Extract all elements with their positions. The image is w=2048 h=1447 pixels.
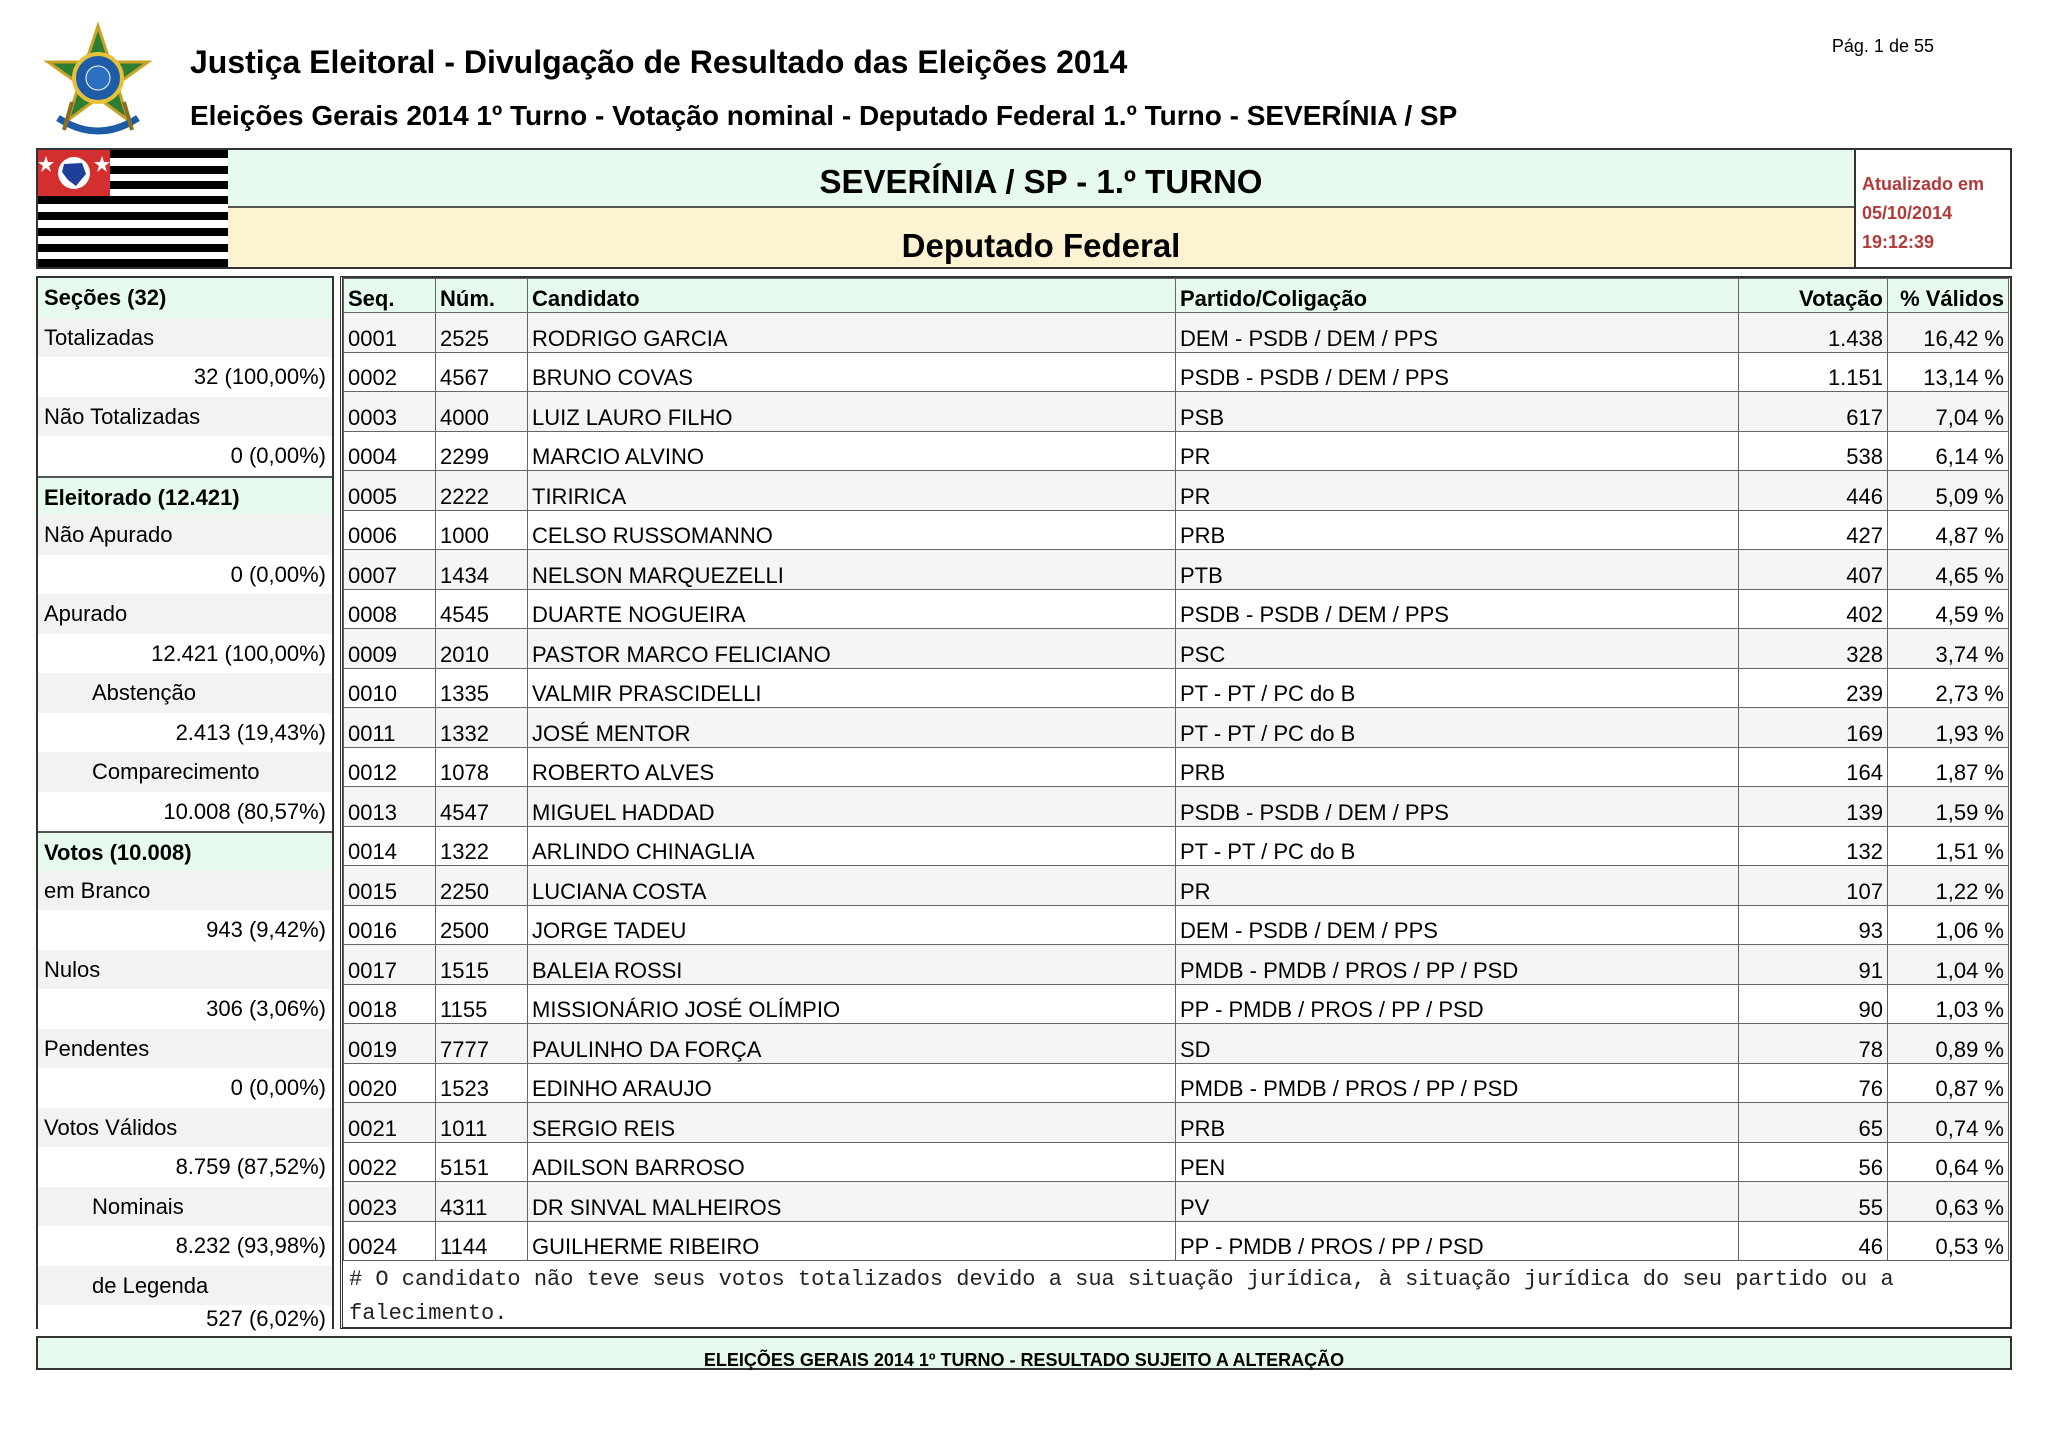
counted-value: 12.421 (100,00%) [38, 634, 332, 674]
party-cell: PR [1176, 471, 1739, 511]
number-cell: 4311 [436, 1182, 528, 1222]
votes-cell: 407 [1739, 550, 1888, 590]
votes-cell: 538 [1739, 431, 1888, 471]
votes-cell: 90 [1739, 984, 1888, 1024]
sao-paulo-flag-icon [38, 150, 230, 267]
candidate-cell: DR SINVAL MALHEIROS [528, 1182, 1176, 1222]
table-row [344, 471, 2009, 511]
candidate-cell: JORGE TADEU [528, 905, 1176, 945]
seq-cell: 0003 [344, 392, 436, 432]
valid-pct-cell: 1,93 % [1888, 708, 2009, 748]
number-cell: 4547 [436, 787, 528, 827]
table-row [344, 826, 2009, 866]
party-cell: PSB [1176, 392, 1739, 432]
seq-cell: 0011 [344, 708, 436, 748]
col-party: Partido/Coligação [1176, 279, 1739, 313]
party-cell: PRB [1176, 747, 1739, 787]
number-cell: 1078 [436, 747, 528, 787]
valid-votes-label: Votos Válidos [38, 1108, 332, 1148]
party-cell: PRB [1176, 510, 1739, 550]
candidate-cell: SERGIO REIS [528, 1103, 1176, 1143]
valid-pct-cell: 3,74 % [1888, 629, 2009, 669]
number-cell: 2222 [436, 471, 528, 511]
seq-cell: 0004 [344, 431, 436, 471]
party-cell: DEM - PSDB / DEM / PPS [1176, 905, 1739, 945]
party-votes-value: 527 (6,02%) [38, 1305, 332, 1337]
abstention-label: Abstenção [38, 673, 332, 713]
table-row [344, 905, 2009, 945]
valid-pct-cell: 0,74 % [1888, 1103, 2009, 1143]
not-counted-label: Não Apurado [38, 515, 332, 555]
number-cell: 2250 [436, 866, 528, 906]
seq-cell: 0007 [344, 550, 436, 590]
party-cell: PSDB - PSDB / DEM / PPS [1176, 787, 1739, 827]
table-row [344, 747, 2009, 787]
seq-cell: 0012 [344, 747, 436, 787]
footer-disclaimer: ELEIÇÕES GERAIS 2014 1º TURNO - RESULTADO SUJEITO A ALTERAÇÃO [36, 1336, 2012, 1370]
table-row [344, 1142, 2009, 1182]
valid-pct-cell: 0,87 % [1888, 1063, 2009, 1103]
result-banner [36, 148, 2012, 269]
votes-header: Votos (10.008) [38, 831, 332, 871]
seq-cell: 0019 [344, 1024, 436, 1064]
votes-cell: 139 [1739, 787, 1888, 827]
candidate-cell: BRUNO COVAS [528, 352, 1176, 392]
number-cell: 4545 [436, 589, 528, 629]
valid-pct-cell: 1,51 % [1888, 826, 2009, 866]
table-row [344, 510, 2009, 550]
votes-cell: 76 [1739, 1063, 1888, 1103]
table-row [344, 313, 2009, 353]
candidate-cell: NELSON MARQUEZELLI [528, 550, 1176, 590]
party-cell: SD [1176, 1024, 1739, 1064]
seq-cell: 0017 [344, 945, 436, 985]
valid-pct-cell: 2,73 % [1888, 668, 2009, 708]
table-row [344, 431, 2009, 471]
party-cell: PSDB - PSDB / DEM / PPS [1176, 352, 1739, 392]
valid-pct-cell: 1,59 % [1888, 787, 2009, 827]
turnout-label: Comparecimento [38, 752, 332, 792]
col-candidate: Candidato [528, 279, 1176, 313]
number-cell: 2500 [436, 905, 528, 945]
table-row [344, 1182, 2009, 1222]
table-row [344, 787, 2009, 827]
brazil-coat-of-arms-icon [38, 22, 158, 142]
valid-pct-cell: 16,42 % [1888, 313, 2009, 353]
valid-pct-cell: 1,04 % [1888, 945, 2009, 985]
valid-pct-cell: 4,59 % [1888, 589, 2009, 629]
seq-cell: 0008 [344, 589, 436, 629]
party-votes-label: de Legenda [38, 1266, 332, 1306]
seq-cell: 0016 [344, 905, 436, 945]
candidate-cell: GUILHERME RIBEIRO [528, 1221, 1176, 1261]
number-cell: 5151 [436, 1142, 528, 1182]
candidate-cell: MARCIO ALVINO [528, 431, 1176, 471]
valid-pct-cell: 1,87 % [1888, 747, 2009, 787]
candidate-cell: BALEIA ROSSI [528, 945, 1176, 985]
candidate-cell: MISSIONÁRIO JOSÉ OLÍMPIO [528, 984, 1176, 1024]
page-subtitle: Eleições Gerais 2014 1º Turno - Votação nominal - Deputado Federal 1.º Turno - SEVERÍNIA / SP [190, 100, 1458, 131]
valid-pct-cell: 13,14 % [1888, 352, 2009, 392]
candidate-cell: PASTOR MARCO FELICIANO [528, 629, 1176, 669]
not-counted-value: 0 (0,00%) [38, 555, 332, 595]
votes-cell: 65 [1739, 1103, 1888, 1143]
seq-cell: 0023 [344, 1182, 436, 1222]
number-cell: 1434 [436, 550, 528, 590]
pending-value: 0 (0,00%) [38, 1068, 332, 1108]
candidate-cell: ARLINDO CHINAGLIA [528, 826, 1176, 866]
party-cell: DEM - PSDB / DEM / PPS [1176, 313, 1739, 353]
party-cell: PT - PT / PC do B [1176, 668, 1739, 708]
table-row [344, 1024, 2009, 1064]
votes-cell: 1.438 [1739, 313, 1888, 353]
turnout-value: 10.008 (80,57%) [38, 792, 332, 832]
seq-cell: 0006 [344, 510, 436, 550]
valid-pct-cell: 4,87 % [1888, 510, 2009, 550]
col-votes: Votação [1739, 279, 1888, 313]
party-cell: PEN [1176, 1142, 1739, 1182]
party-cell: PR [1176, 431, 1739, 471]
candidate-cell: LUIZ LAURO FILHO [528, 392, 1176, 432]
table-row [344, 1103, 2009, 1143]
seq-cell: 0020 [344, 1063, 436, 1103]
seq-cell: 0022 [344, 1142, 436, 1182]
votes-cell: 239 [1739, 668, 1888, 708]
party-cell: PV [1176, 1182, 1739, 1222]
valid-pct-cell: 1,06 % [1888, 905, 2009, 945]
seq-cell: 0014 [344, 826, 436, 866]
number-cell: 2010 [436, 629, 528, 669]
valid-pct-cell: 1,22 % [1888, 866, 2009, 906]
party-cell: PSC [1176, 629, 1739, 669]
table-row [344, 550, 2009, 590]
table-row [344, 708, 2009, 748]
votes-cell: 56 [1739, 1142, 1888, 1182]
seq-cell: 0009 [344, 629, 436, 669]
summary-panel [36, 276, 334, 1329]
seq-cell: 0001 [344, 313, 436, 353]
valid-pct-cell: 7,04 % [1888, 392, 2009, 432]
number-cell: 1335 [436, 668, 528, 708]
votes-cell: 402 [1739, 589, 1888, 629]
table-row [344, 1221, 2009, 1261]
table-header-row [344, 279, 2009, 313]
party-cell: PMDB - PMDB / PROS / PP / PSD [1176, 1063, 1739, 1103]
nominal-label: Nominais [38, 1187, 332, 1227]
candidate-cell: DUARTE NOGUEIRA [528, 589, 1176, 629]
votes-cell: 132 [1739, 826, 1888, 866]
votes-cell: 91 [1739, 945, 1888, 985]
valid-pct-cell: 6,14 % [1888, 431, 2009, 471]
number-cell: 2299 [436, 431, 528, 471]
not-totalized-label: Não Totalizadas [38, 397, 332, 437]
number-cell: 1011 [436, 1103, 528, 1143]
results-body [344, 313, 2009, 1261]
candidate-cell: CELSO RUSSOMANNO [528, 510, 1176, 550]
blank-label: em Branco [38, 871, 332, 911]
seq-cell: 0005 [344, 471, 436, 511]
update-label: Atualizado em [1862, 174, 1985, 194]
votes-cell: 1.151 [1739, 352, 1888, 392]
sections-header: Seções (32) [38, 278, 332, 318]
votes-cell: 164 [1739, 747, 1888, 787]
seq-cell: 0024 [344, 1221, 436, 1261]
col-num: Núm. [436, 279, 528, 313]
number-cell: 1144 [436, 1221, 528, 1261]
abstention-value: 2.413 (19,43%) [38, 713, 332, 753]
table-row [344, 392, 2009, 432]
results-table [343, 278, 2009, 1261]
party-cell: PP - PMDB / PROS / PP / PSD [1176, 984, 1739, 1024]
party-cell: PTB [1176, 550, 1739, 590]
seq-cell: 0018 [344, 984, 436, 1024]
candidate-cell: PAULINHO DA FORÇA [528, 1024, 1176, 1064]
candidate-cell: ADILSON BARROSO [528, 1142, 1176, 1182]
votes-cell: 427 [1739, 510, 1888, 550]
col-valid-pct: % Válidos [1888, 279, 2009, 313]
page-number: Pág. 1 de 55 [1831, 36, 1934, 56]
candidate-cell: LUCIANA COSTA [528, 866, 1176, 906]
valid-pct-cell: 5,09 % [1888, 471, 2009, 511]
results-panel [340, 276, 2012, 1329]
seq-cell: 0010 [344, 668, 436, 708]
seq-cell: 0015 [344, 866, 436, 906]
table-row [344, 589, 2009, 629]
number-cell: 1523 [436, 1063, 528, 1103]
update-time: 19:12:39 [1862, 232, 1935, 252]
table-row [344, 668, 2009, 708]
candidate-cell: JOSÉ MENTOR [528, 708, 1176, 748]
party-cell: PSDB - PSDB / DEM / PPS [1176, 589, 1739, 629]
candidate-cell: MIGUEL HADDAD [528, 787, 1176, 827]
votes-cell: 78 [1739, 1024, 1888, 1064]
candidate-cell: VALMIR PRASCIDELLI [528, 668, 1176, 708]
number-cell: 1155 [436, 984, 528, 1024]
number-cell: 1000 [436, 510, 528, 550]
counted-label: Apurado [38, 594, 332, 634]
number-cell: 2525 [436, 313, 528, 353]
table-row [344, 352, 2009, 392]
update-timestamp [1854, 150, 2010, 267]
votes-cell: 617 [1739, 392, 1888, 432]
col-seq: Seq. [344, 279, 436, 313]
totalized-label: Totalizadas [38, 318, 332, 358]
not-totalized-value: 0 (0,00%) [38, 436, 332, 476]
seq-cell: 0013 [344, 787, 436, 827]
valid-pct-cell: 0,53 % [1888, 1221, 2009, 1261]
electorate-header: Eleitorado (12.421) [38, 476, 332, 516]
party-cell: PRB [1176, 1103, 1739, 1143]
office-title: Deputado Federal [228, 208, 1854, 267]
valid-pct-cell: 0,64 % [1888, 1142, 2009, 1182]
footnote: # O candidato não teve seus votos totalizados devido a sua situação jurídica, à situação jurídica do seu partido ou a falecimento. [349, 1267, 1894, 1326]
number-cell: 7777 [436, 1024, 528, 1064]
votes-cell: 169 [1739, 708, 1888, 748]
votes-cell: 46 [1739, 1221, 1888, 1261]
party-cell: PP - PMDB / PROS / PP / PSD [1176, 1221, 1739, 1261]
candidate-cell: EDINHO ARAUJO [528, 1063, 1176, 1103]
page-title: Justiça Eleitoral - Divulgação de Resultado das Eleições 2014 [190, 44, 1128, 80]
votes-cell: 107 [1739, 866, 1888, 906]
candidate-cell: RODRIGO GARCIA [528, 313, 1176, 353]
candidate-cell: TIRIRICA [528, 471, 1176, 511]
blank-value: 943 (9,42%) [38, 910, 332, 950]
valid-votes-value: 8.759 (87,52%) [38, 1147, 332, 1187]
nominal-value: 8.232 (93,98%) [38, 1226, 332, 1266]
number-cell: 4567 [436, 352, 528, 392]
party-cell: PT - PT / PC do B [1176, 708, 1739, 748]
number-cell: 1332 [436, 708, 528, 748]
null-label: Nulos [38, 950, 332, 990]
number-cell: 4000 [436, 392, 528, 432]
votes-cell: 93 [1739, 905, 1888, 945]
table-row [344, 945, 2009, 985]
party-cell: PMDB - PMDB / PROS / PP / PSD [1176, 945, 1739, 985]
totalized-value: 32 (100,00%) [38, 357, 332, 397]
city-turn-title: SEVERÍNIA / SP - 1.º TURNO [228, 150, 1854, 208]
update-date: 05/10/2014 [1862, 203, 1953, 223]
valid-pct-cell: 4,65 % [1888, 550, 2009, 590]
pending-label: Pendentes [38, 1029, 332, 1069]
seq-cell: 0002 [344, 352, 436, 392]
number-cell: 1322 [436, 826, 528, 866]
null-value: 306 (3,06%) [38, 989, 332, 1029]
table-row [344, 866, 2009, 906]
party-cell: PT - PT / PC do B [1176, 826, 1739, 866]
table-row [344, 629, 2009, 669]
votes-cell: 446 [1739, 471, 1888, 511]
votes-cell: 328 [1739, 629, 1888, 669]
valid-pct-cell: 0,89 % [1888, 1024, 2009, 1064]
table-row [344, 984, 2009, 1024]
table-row [344, 1063, 2009, 1103]
number-cell: 1515 [436, 945, 528, 985]
party-cell: PR [1176, 866, 1739, 906]
valid-pct-cell: 1,03 % [1888, 984, 2009, 1024]
seq-cell: 0021 [344, 1103, 436, 1143]
valid-pct-cell: 0,63 % [1888, 1182, 2009, 1222]
candidate-cell: ROBERTO ALVES [528, 747, 1176, 787]
votes-cell: 55 [1739, 1182, 1888, 1222]
